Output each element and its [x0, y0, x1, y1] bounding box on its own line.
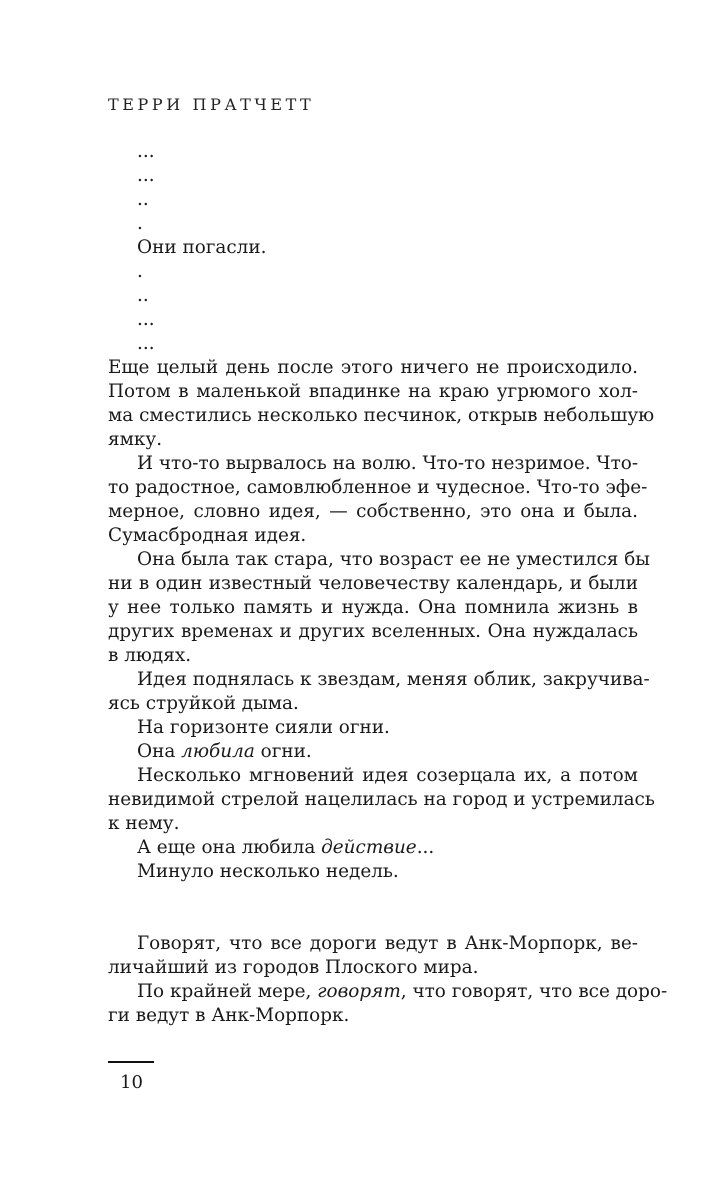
dots-line: .: [137, 261, 143, 282]
page-number: 10: [120, 1072, 143, 1093]
dots-line: ..: [137, 285, 149, 306]
main-text: [108, 140, 668, 1028]
footer-rule: [108, 1061, 154, 1063]
text-run: , что говорят, что все доро-: [400, 981, 668, 1002]
paragraph-line: ги ведут в Анк-Морпорк.: [108, 1005, 350, 1026]
paragraph-line: ни в один известный человечеству календарь, и были: [108, 573, 638, 594]
dots-line: ...: [137, 165, 155, 186]
section-break: [108, 884, 638, 932]
text-run: ...: [416, 837, 435, 858]
paragraph-line: Минуло несколько недель.: [137, 861, 399, 882]
text-run: огни.: [254, 741, 312, 762]
dots-line: .: [137, 213, 143, 234]
paragraph-line: личайший из городов Плоского мира.: [108, 957, 479, 978]
text-run: Она: [137, 741, 182, 762]
paragraph-line: На горизонте сияли огни.: [137, 717, 390, 738]
paragraph-line: невидимой стрелой нацелилась на город и устремилась: [108, 789, 655, 810]
they-went-out-line: Они погасли.: [137, 237, 267, 258]
italic-run: действие: [321, 837, 417, 858]
paragraph-line: Несколько мгновений идея созерцала их, а потом: [137, 765, 638, 786]
paragraph-line: Потом в маленькой впадинке на краю угрюмого хол-: [108, 381, 638, 402]
paragraph-line: И что-то вырвалось на волю. Что-то незримое. Что-: [137, 453, 639, 474]
text-run: А еще она любила: [137, 837, 322, 858]
paragraph-line: Она была так стара, что возраст ее не уместился бы: [137, 549, 650, 570]
paragraph-line: в людях.: [108, 645, 192, 666]
running-head: ТЕРРИ ПРАТЧЕТТ: [108, 95, 315, 114]
paragraph-line: Говорят, что все дороги ведут в Анк-Морпорк, ве-: [137, 933, 638, 954]
dots-line: ...: [137, 309, 155, 330]
paragraph-line: [108, 740, 638, 764]
dots-line: ..: [137, 189, 149, 210]
paragraph-line: мерное, словно идея, — собственно, это она и была.: [108, 501, 638, 522]
paragraph-line: ямку.: [108, 429, 163, 450]
italic-run: любила: [181, 741, 255, 762]
paragraph-line: [108, 836, 638, 860]
paragraph-line: других временах и других вселенных. Она нуждалась: [108, 621, 638, 642]
paragraph-line: [108, 980, 668, 1004]
dots-line: ...: [137, 333, 155, 354]
italic-run: говорят: [317, 981, 401, 1002]
paragraph-line: ма сместились несколько песчинок, открыв небольшую: [108, 405, 655, 426]
text-run: По крайней мере,: [137, 981, 318, 1002]
paragraph-line: к нему.: [108, 813, 180, 834]
paragraph-line: Идея поднялась к звездам, меняя облик, закручива-: [137, 669, 650, 690]
paragraph-line: ясь струйкой дыма.: [108, 693, 299, 714]
paragraph-line: Сумасбродная идея.: [108, 525, 307, 546]
paragraph-line: то радостное, самовлюбленное и чудесное. Что-то эфе-: [108, 477, 648, 498]
paragraph-line: Еще целый день после этого ничего не происходило.: [108, 357, 638, 378]
dots-line: ...: [137, 141, 155, 162]
paragraph-line: у нее только память и нужда. Она помнила жизнь в: [108, 597, 638, 618]
